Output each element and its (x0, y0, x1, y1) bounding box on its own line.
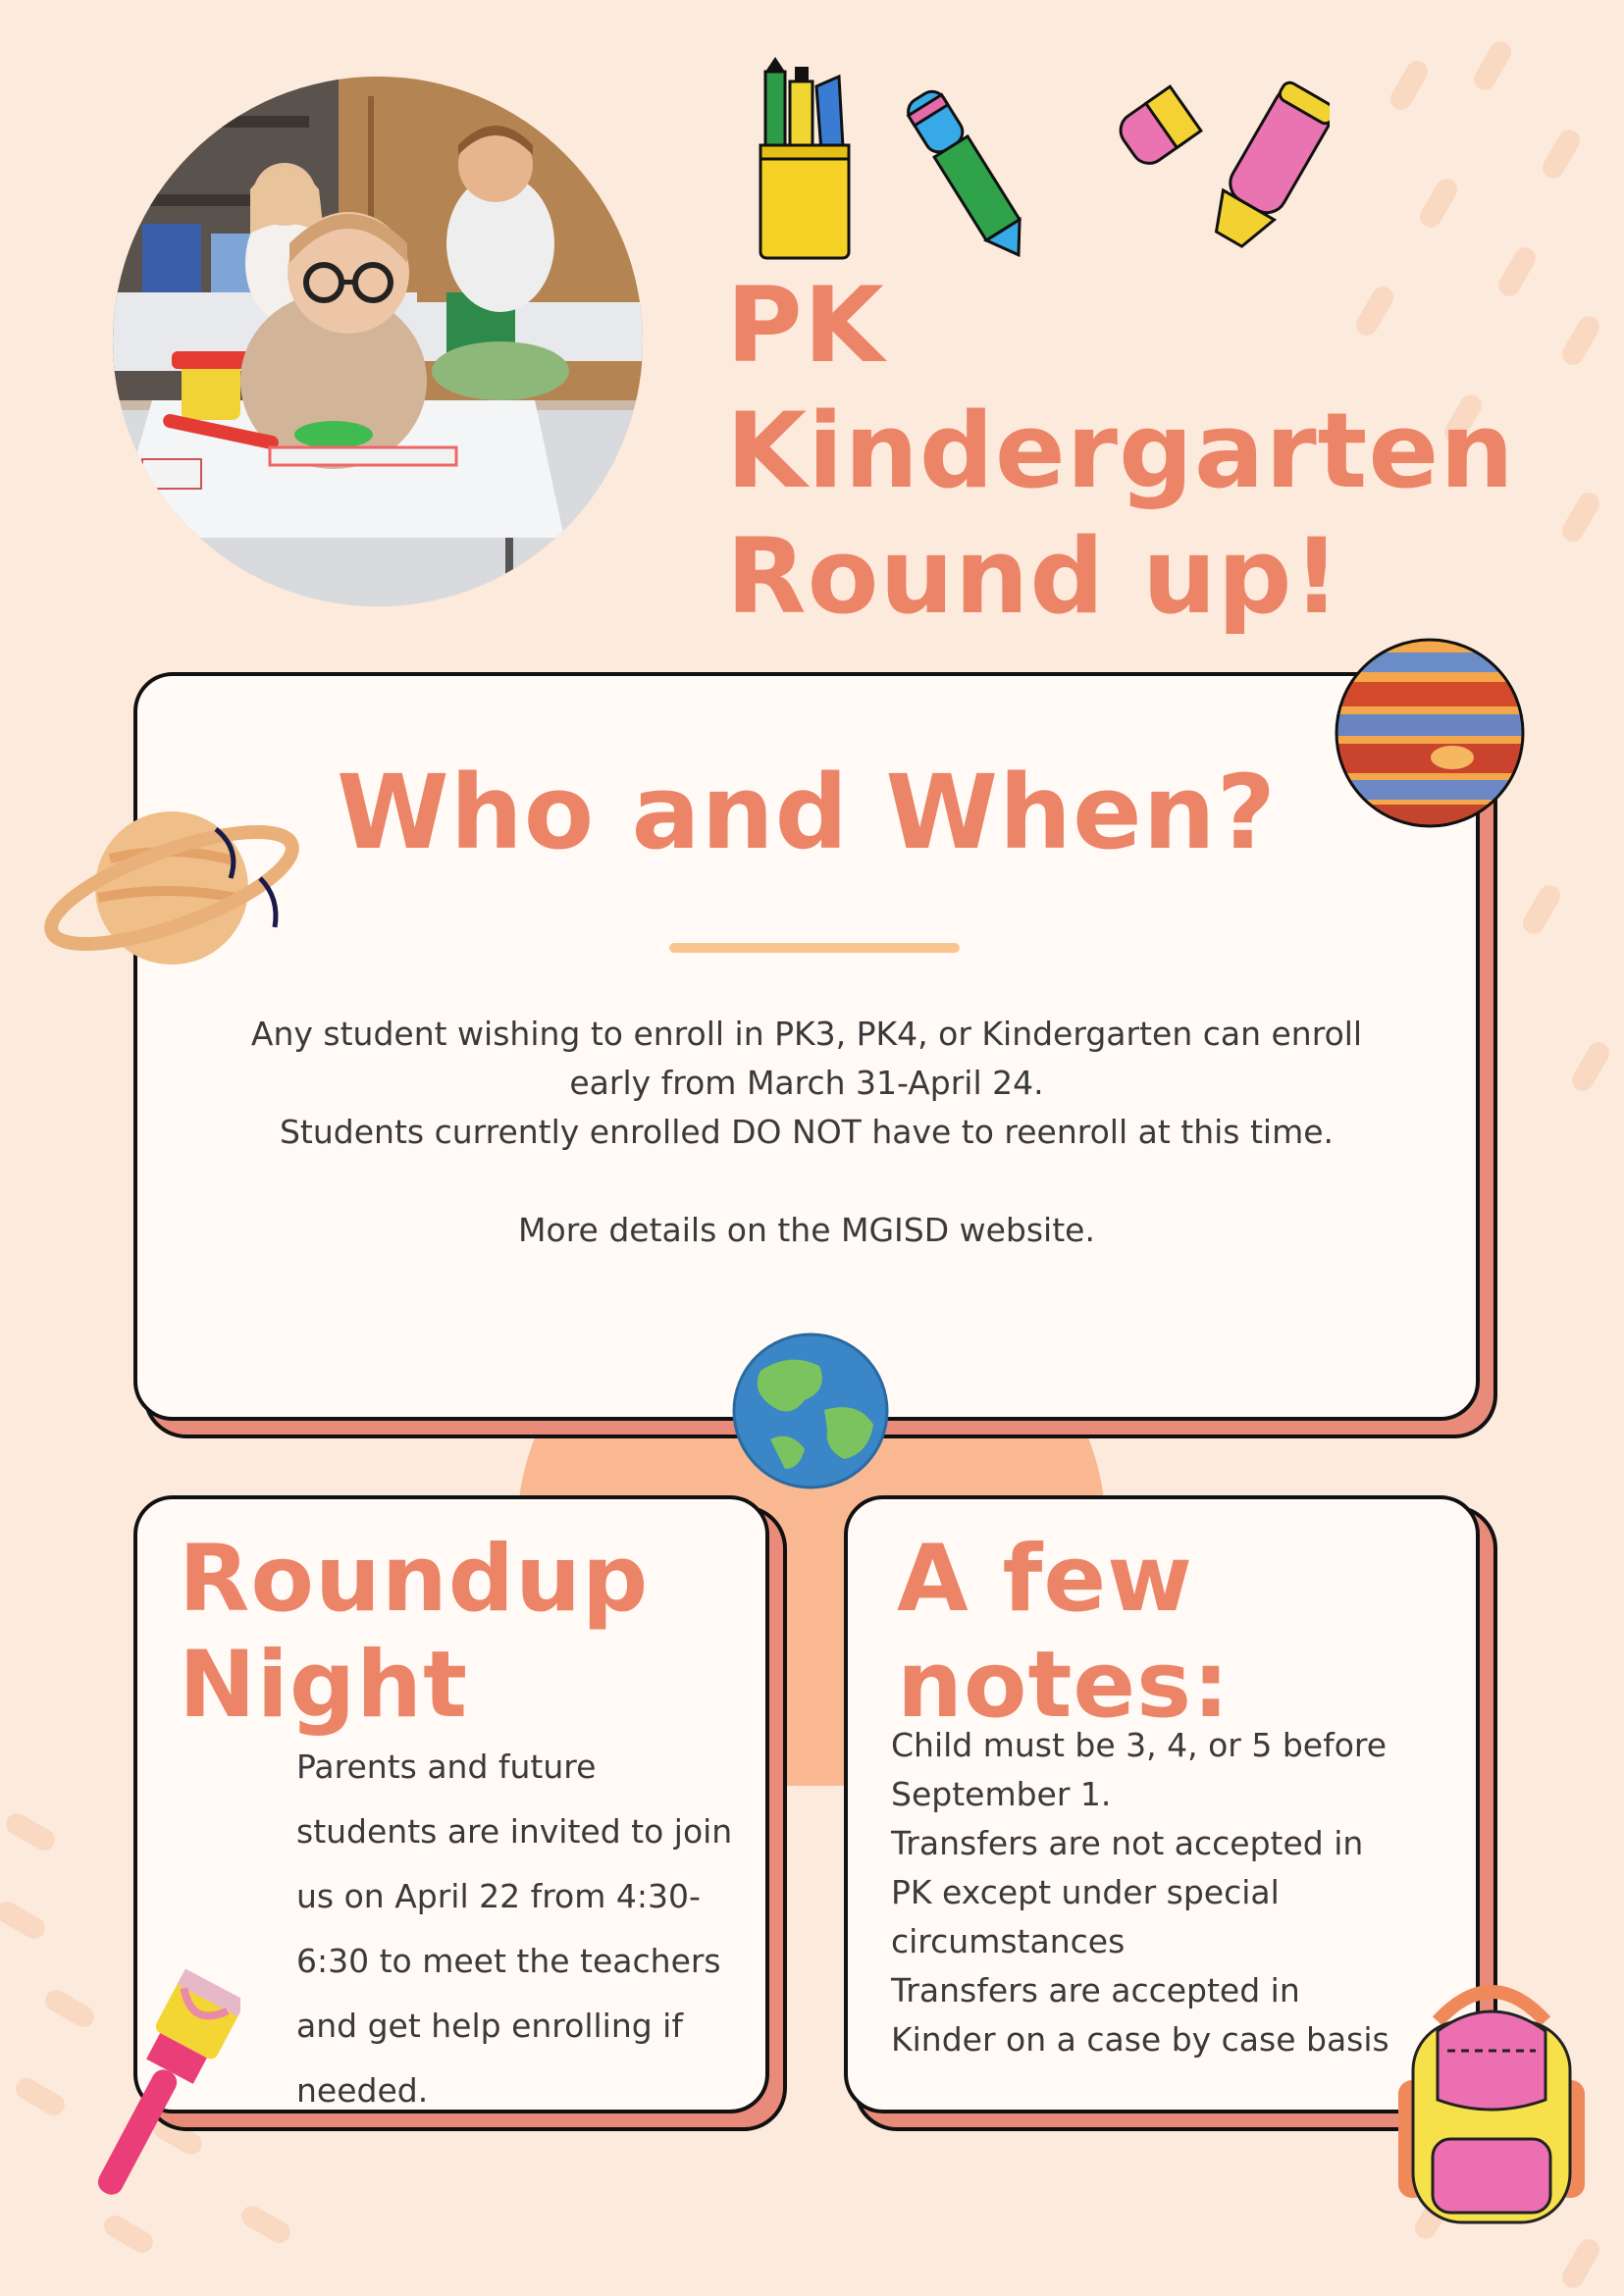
title-line-1: PK (726, 265, 885, 386)
notes-line-1: Child must be 3, 4, or 5 before (891, 1726, 1388, 1764)
photo-of-children-playing (113, 77, 643, 606)
who-when-line-4: More details on the MGISD website. (518, 1211, 1095, 1249)
notes-line-2: September 1. (891, 1775, 1112, 1813)
notes-line-4: PK except under special (891, 1873, 1280, 1911)
roundup-line-5: and get help enrolling if (296, 2007, 683, 2045)
roundup-text (296, 1735, 732, 2123)
who-when-heading: Who and When? (337, 753, 1277, 872)
notes-line-6: Transfers are accepted in (891, 1971, 1300, 2009)
who-when-line-2: early from March 31-April 24. (569, 1064, 1044, 1102)
pen-icon (898, 74, 1035, 270)
saturn-icon (39, 790, 304, 986)
notes-line-5: circumstances (891, 1922, 1126, 1960)
highlighter-icon (1104, 78, 1330, 265)
backpack-icon (1379, 1972, 1604, 2237)
title-line-3: Round up! (726, 516, 1341, 637)
roundup-line-6: needed. (296, 2071, 429, 2110)
notes-line-3: Transfers are not accepted in (891, 1824, 1364, 1862)
who-when-card (133, 672, 1480, 1421)
pencil-cup-icon (746, 57, 864, 268)
notes-heading-line-1: A few (897, 1526, 1193, 1633)
roundup-heading-line-2: Night (179, 1632, 469, 1739)
who-when-text (137, 1010, 1476, 1255)
roundup-heading (179, 1527, 649, 1739)
paintbrush-icon (64, 1957, 240, 2222)
roundup-line-2: students are invited to join (296, 1812, 733, 1851)
who-when-divider (669, 943, 960, 953)
roundup-heading-line-1: Roundup (179, 1526, 650, 1633)
roundup-line-1: Parents and future (296, 1748, 597, 1786)
roundup-line-3: us on April 22 from 4:30- (296, 1877, 701, 1915)
who-when-line-1: Any student wishing to enroll in PK3, PK4, or Kindergarten can enroll (250, 1015, 1363, 1053)
notes-heading-line-2: notes: (897, 1632, 1231, 1739)
earth-icon (731, 1331, 890, 1490)
notes-heading (897, 1527, 1231, 1739)
notes-text (891, 1721, 1389, 2064)
notes-line-7: Kinder on a case by case basis (891, 2020, 1389, 2059)
jupiter-icon (1335, 638, 1526, 829)
roundup-line-4: 6:30 to meet the teachers (296, 1942, 721, 1980)
title-line-2: Kindergarten (726, 391, 1515, 511)
who-when-line-3: Students currently enrolled DO NOT have to reenroll at this time. (279, 1113, 1335, 1151)
page-title (726, 263, 1515, 640)
